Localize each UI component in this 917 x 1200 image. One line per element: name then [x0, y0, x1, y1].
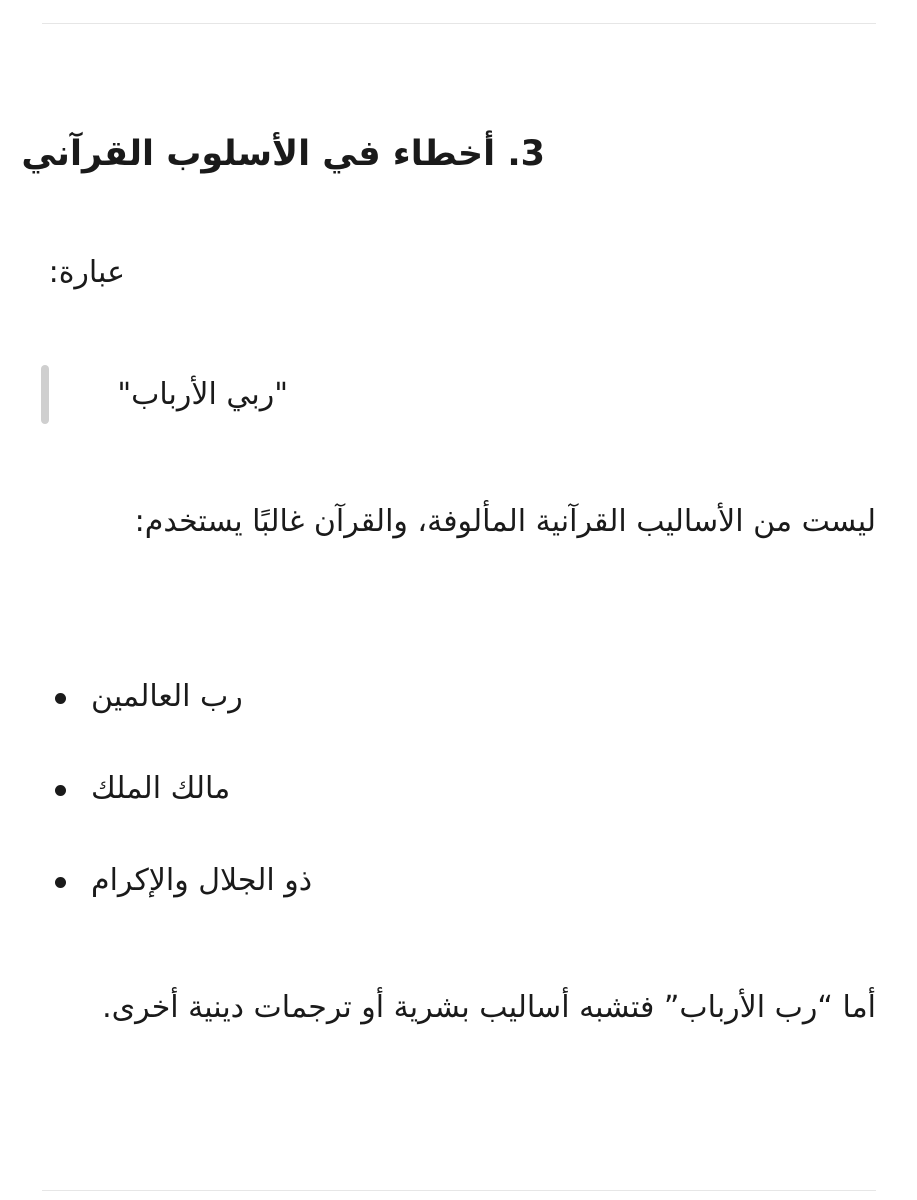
list-item-text: ذو الجلال والإكرام [91, 863, 313, 898]
list-item [55, 856, 312, 948]
explanation-paragraph: ليست من الأساليب القرآنية المألوفة، والقرآن غالبًا يستخدم: [134, 504, 876, 539]
list-item-text: مالك الملك [91, 771, 231, 806]
top-divider [42, 23, 876, 24]
bottom-divider [42, 1190, 876, 1191]
blockquote-bar [41, 365, 49, 424]
blockquote-text: "ربي الأرباب" [117, 377, 288, 412]
bullet-icon [55, 877, 66, 888]
list-item [55, 672, 312, 764]
list-item-text: رب العالمين [91, 679, 243, 714]
section-heading: 3. أخطاء في الأسلوب القرآني [21, 134, 545, 174]
phrase-label: عبارة: [48, 255, 125, 290]
conclusion-paragraph: أما “رب الأرباب” فتشبه أساليب بشرية أو ترجمات دينية أخرى. [102, 990, 876, 1025]
bullet-icon [55, 693, 66, 704]
list-item [55, 764, 312, 856]
bullet-icon [55, 785, 66, 796]
quranic-phrases-list [55, 672, 312, 948]
